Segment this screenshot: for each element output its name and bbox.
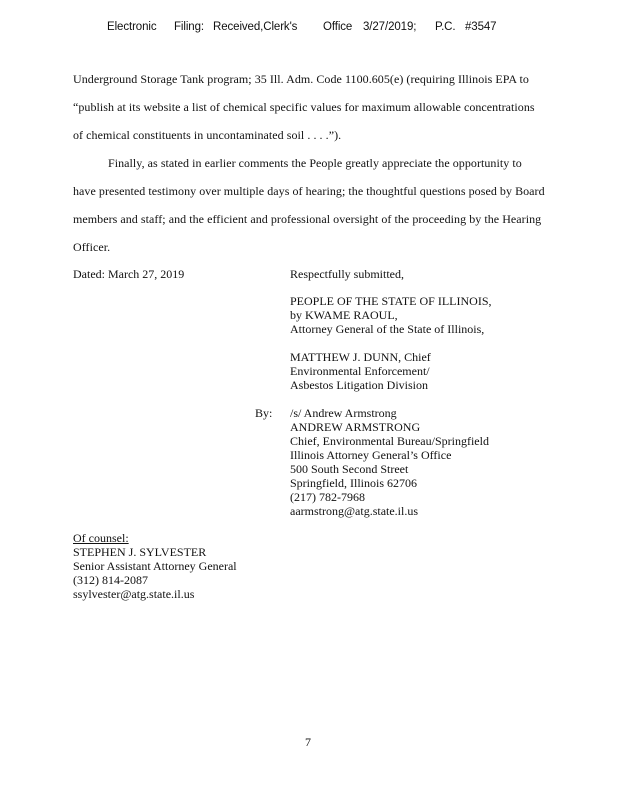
- counsel-heading: Of counsel:: [73, 531, 129, 545]
- header-received: Received,Clerk's: [213, 21, 298, 33]
- body-line-4: Finally, as stated in earlier comments the People greatly appreciate the opportunity to: [108, 156, 522, 170]
- signer-line: ANDREW ARMSTRONG: [290, 420, 421, 434]
- signer-line: /s/ Andrew Armstrong: [290, 406, 397, 420]
- counsel-line: STEPHEN J. SYLVESTER: [73, 545, 207, 559]
- body-line-7: Officer.: [73, 240, 111, 254]
- signer-line: Springfield, Illinois 62706: [290, 476, 417, 490]
- header-office: Office: [323, 21, 353, 33]
- header-pc: P.C.: [435, 21, 456, 33]
- counsel-line: Senior Assistant Attorney General: [73, 559, 237, 573]
- chief-block: [290, 350, 431, 392]
- signer-block: [290, 406, 489, 518]
- signer-line: (217) 782-7968: [290, 490, 365, 504]
- counsel-block: [73, 531, 237, 601]
- page-number: 7: [305, 735, 311, 749]
- respectfully-submitted: Respectfully submitted,: [290, 267, 404, 281]
- body-line-1: Underground Storage Tank program; 35 Ill. Adm. Code 1100.605(e) (requiring Illinois EPA to: [73, 72, 529, 86]
- body-line-2: “publish at its website a list of chemical specific values for maximum allowable concentrations: [73, 100, 535, 114]
- header-filing: Filing:: [174, 21, 204, 33]
- signer-line: Chief, Environmental Bureau/Springfield: [290, 434, 489, 448]
- by-label: By:: [255, 406, 273, 420]
- dated-line: Dated: March 27, 2019: [73, 267, 185, 281]
- chief-line: MATTHEW J. DUNN, Chief: [290, 350, 431, 364]
- header-date: 3/27/2019;: [363, 21, 417, 33]
- counsel-email: ssylvester@atg.state.il.us: [73, 587, 195, 601]
- signer-line: 500 South Second Street: [290, 462, 409, 476]
- body-line-5: have presented testimony over multiple days of hearing; the thoughtful questions posed by Board: [73, 184, 545, 198]
- party-line: Attorney General of the State of Illinois,: [290, 322, 485, 336]
- header-number: #3547: [465, 21, 497, 33]
- chief-line: Environmental Enforcement/: [290, 364, 430, 378]
- signer-line: Illinois Attorney General’s Office: [290, 448, 452, 462]
- signer-email: aarmstrong@atg.state.il.us: [290, 504, 419, 518]
- header-electronic: Electronic: [107, 21, 157, 33]
- counsel-line: (312) 814-2087: [73, 573, 148, 587]
- body-line-3: of chemical constituents in uncontaminated soil . . . .”).: [73, 128, 342, 142]
- chief-line: Asbestos Litigation Division: [290, 378, 428, 392]
- body-line-6: members and staff; and the efficient and professional oversight of the proceeding by the Hearing: [73, 212, 542, 226]
- party-line: PEOPLE OF THE STATE OF ILLINOIS,: [290, 294, 492, 308]
- party-block: [290, 294, 492, 336]
- party-line: by KWAME RAOUL,: [290, 308, 398, 322]
